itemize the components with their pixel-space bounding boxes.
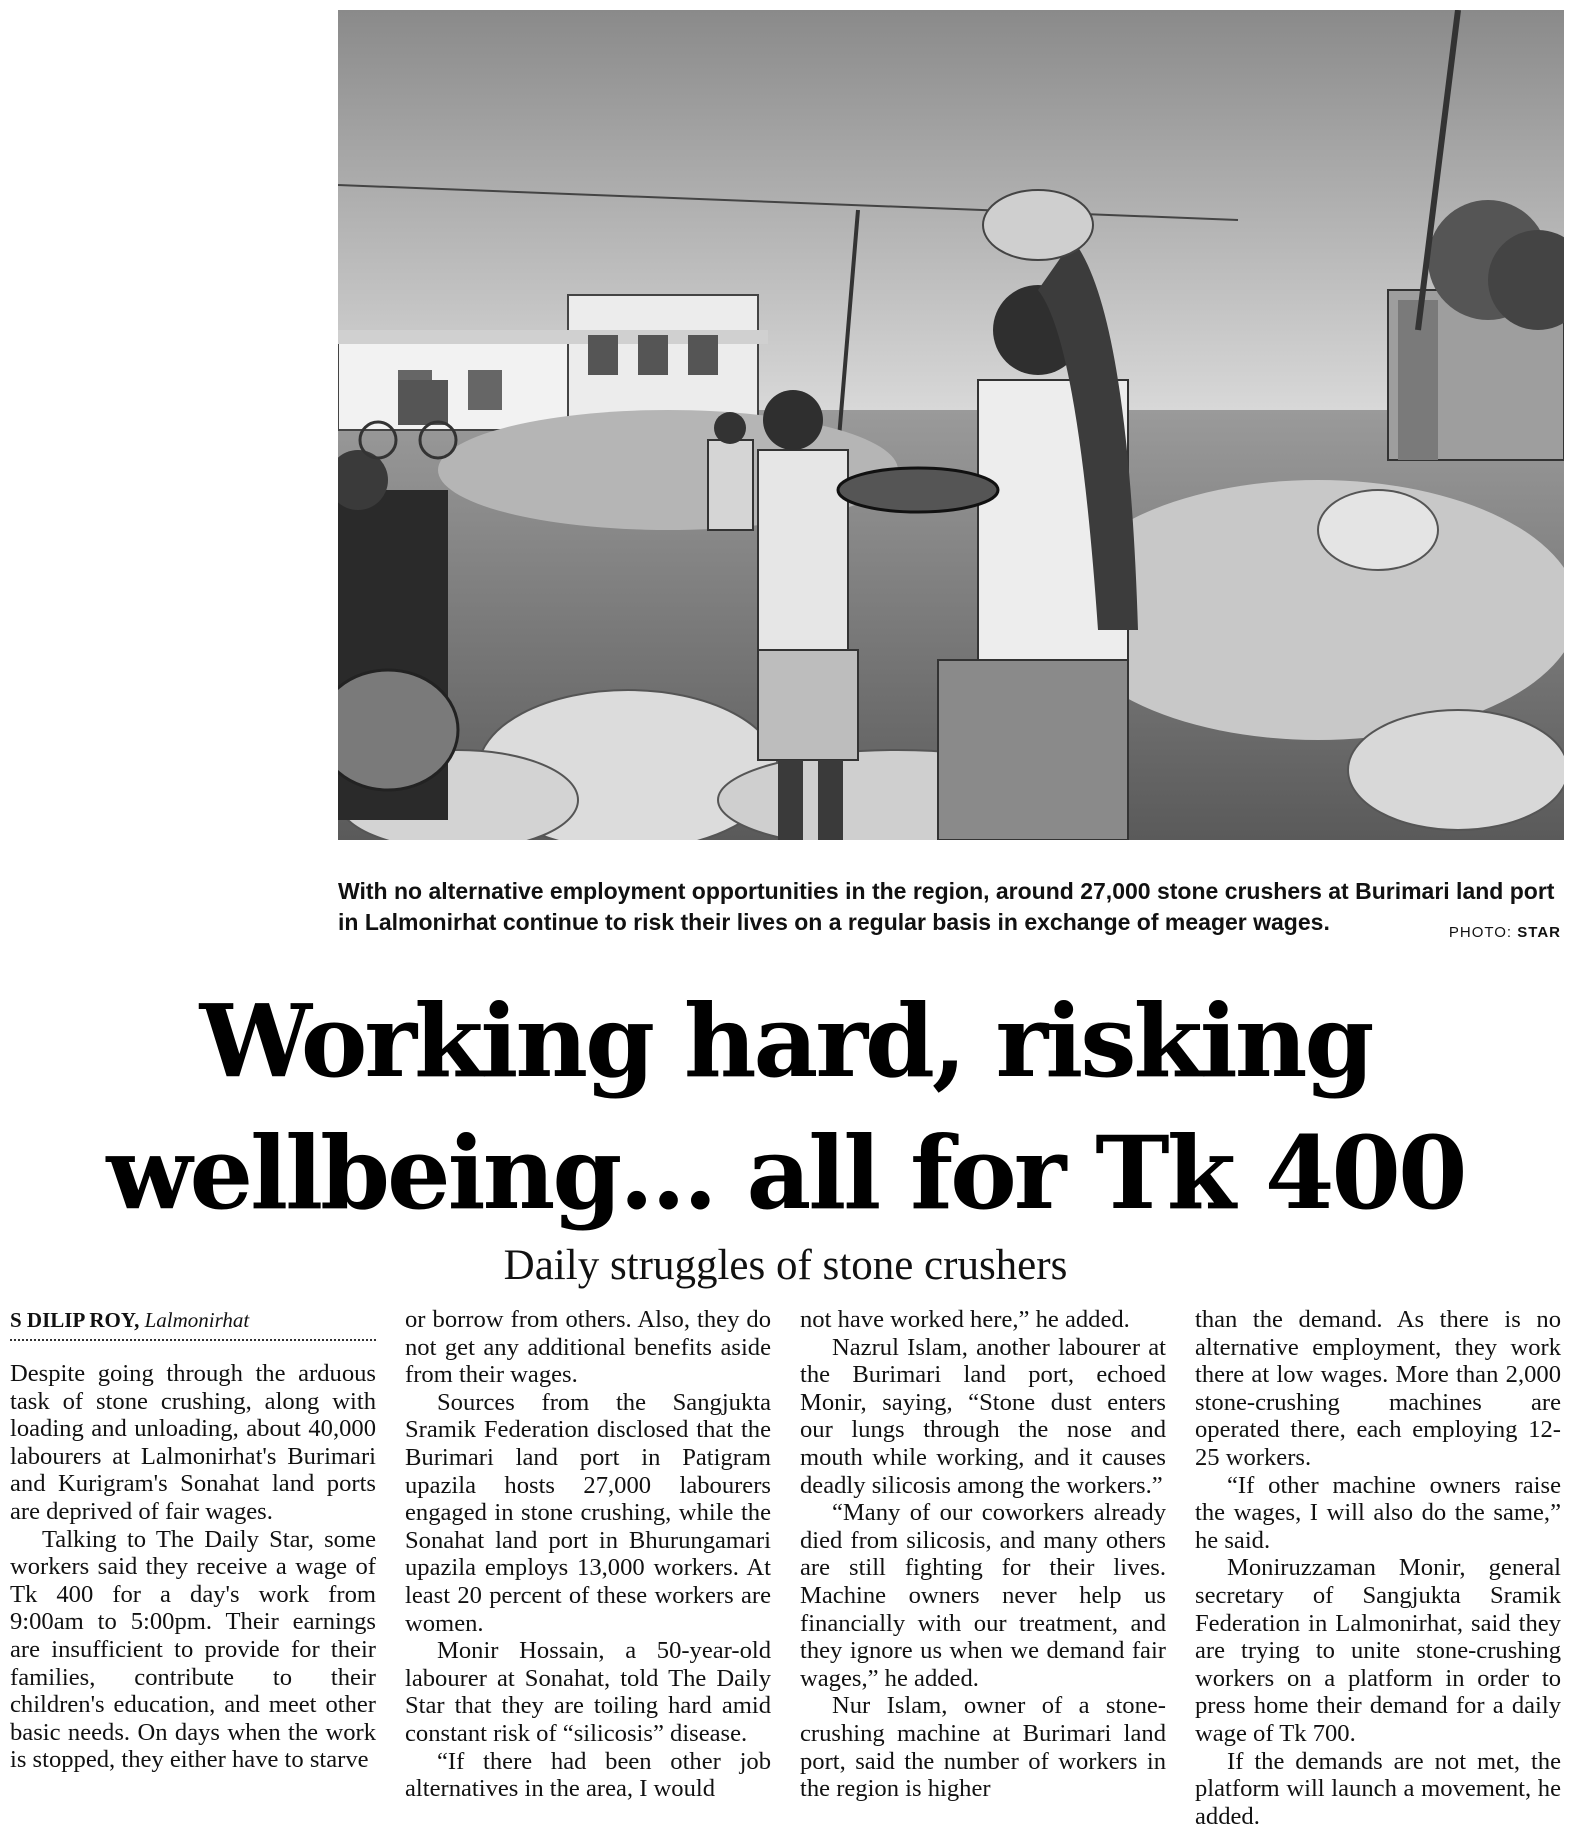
photo-credit-label: PHOTO: (1448, 924, 1513, 941)
paragraph: Nazrul Islam, another labourer at the Burimari land port, echoed Monir, saying, “Stone dust enters our lungs through the nose and mouth while working, and it causes deadly silicosis among the workers.” (800, 1333, 1166, 1499)
photo-caption: With no alternative employment opportunities in the region, around 27,000 stone crushers at Burimari land port in Lalmonirhat continue to risk their lives on a regular basis in exchange of meager wages. (338, 878, 1555, 935)
photo-credit-source: STAR (1517, 924, 1561, 941)
paragraph: Moniruzzaman Monir, general secretary of Sangjukta Sramik Federation in Lalmonirhat, said they are trying to unite stone-crushing workers on a platform in order to press home their demand for a daily wage of Tk 700. (1195, 1554, 1561, 1747)
headline-line-2: wellbeing... all for Tk 400 (106, 1114, 1465, 1232)
photo-credit (1449, 924, 1561, 941)
paragraph: Despite going through the arduous task of stone crushing, along with loading and unloading, about 40,000 labourers at Lalmonirhat's Burimari and Kurigram's Sonahat land ports are deprived of fair wages. (10, 1360, 376, 1525)
article-column-4 (1195, 1306, 1561, 1830)
byline (10, 1307, 376, 1341)
article-column-2 (405, 1306, 771, 1803)
article-column-1 (10, 1360, 376, 1774)
byline-author: S DILIP ROY, (10, 1308, 140, 1332)
subheadline: Daily struggles of stone crushers (503, 1242, 1068, 1289)
paragraph: Nur Islam, owner of a stone-crushing machine at Burimari land port, said the number of workers in the region is higher (800, 1692, 1166, 1803)
article-photo (338, 10, 1564, 840)
paragraph: or borrow from others. Also, they do not get any additional benefits aside from their wages. (405, 1306, 771, 1389)
paragraph: “Many of our coworkers already died from silicosis, and many others are still fighting for their lives. Machine owners never help us financially with our treatment, and they ignore us when we demand fair wages,” he added. (800, 1499, 1166, 1692)
headline-line-1: Working hard, risking (199, 982, 1372, 1100)
byline-location: Lalmonirhat (144, 1308, 250, 1332)
paragraph: not have worked here,” he added. (800, 1306, 1130, 1333)
article-column-3 (800, 1306, 1166, 1803)
photo-illustration (338, 10, 1564, 840)
paragraph: If the demands are not met, the platform will launch a movement, he added. (1195, 1747, 1561, 1830)
paragraph: “If there had been other job alternatives in the area, I would (405, 1747, 771, 1803)
headline (0, 975, 1571, 1239)
paragraph: Sources from the Sangjukta Sramik Federation disclosed that the Burimari land port in Patigram upazila hosts 27,000 labourers engaged in stone crushing, while the Sonahat land port in Bhurungamari upazila employs 13,000 workers. At least 20 percent of these workers are women. (405, 1388, 771, 1637)
paragraph: Talking to The Daily Star, some workers said they receive a wage of Tk 400 for a day's work from 9:00am to 5:00pm. Their earnings are insufficient to provide for their families, contribute to their children's education, and meet other basic needs. On days when the work is stopped, they either have to starve (10, 1525, 376, 1774)
paragraph: than the demand. As there is no alternative employment, they work there at low wages. More than 2,000 stone-crushing machines are operated there, each employing 12-25 workers. (1195, 1306, 1561, 1471)
paragraph: Monir Hossain, a 50-year-old labourer at Sonahat, told The Daily Star that they are toiling hard amid constant risk of “silicosis” disease. (405, 1637, 771, 1747)
paragraph: “If other machine owners raise the wages, I will also do the same,” he said. (1195, 1471, 1561, 1554)
